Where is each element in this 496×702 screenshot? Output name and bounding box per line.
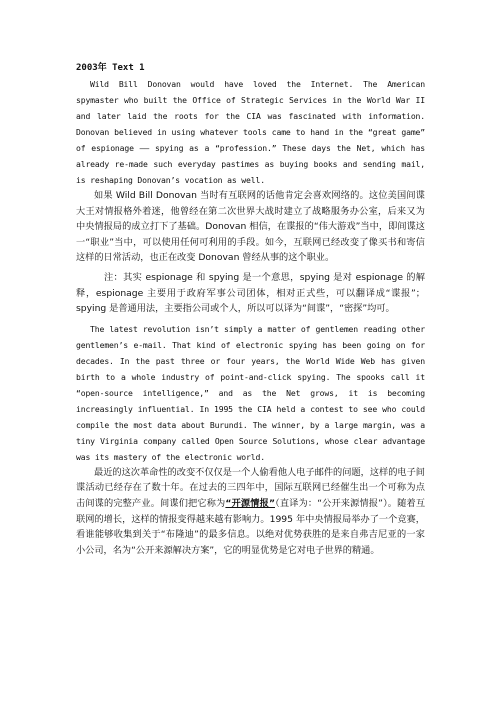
open-source-intelligence-term: “开源情报” — [225, 497, 275, 509]
document-title: 2003年 Text 1 — [76, 63, 145, 73]
paragraph-1-english: Wild Bill Donovan would have loved the Internet. The American spymaster who built the Office of Strategic Services in the World War II and later laid the roots for the CIA was fascinated with information. Donovan believed in using whatever tools came to hand in the “great game” of espionage —— spying as a “profession.” These days the Net, which has already re-made such everyday pastimes as buying books and sending mail, is reshaping Donovan’s vocation as well. — [76, 79, 425, 185]
paragraph-2-chinese — [76, 465, 425, 559]
paragraph-1-chinese: 如果 Wild Bill Donovan 当时有互联网的话他肯定会喜欢网络的。这位美国间谍大王对情报格外着迷，他曾经在第二次世界大战时建立了战略服务办公室，后来又为中央情报局的成立打下了基础。Donovan 相信，在谍报的“伟大游戏”当中，即间谍这一“职业”当中，可以使用任何可利用的手段。如今，互联网已经改变了像买书和寄信这样的日常活动，也正在改变 Donovan 曾经从事的这个职业。 — [76, 190, 425, 264]
paragraph-2-chinese-part-1: 最近的这次革命性的改变不仅仅是一个人偷看他人电子邮件的问题，这样的电子间谍活动已经存在了数十年。在过去的三四年中，国际互联网已经催生出一个可称为点击间谍的完整产业。间谍们把它称为 — [76, 466, 425, 509]
document-page — [76, 62, 425, 560]
paragraph-2-english: The latest revolution isn’t simply a matter of gentlemen reading other gentlemen’s e-mail. That kind of electronic spying has been going on for decades. In the past three or four years, the World Wide Web has given birth to a whole industry of point-and-click spying. The spooks call it “open-source intelligence,” and as the Net grows, it is becoming increasingly influential. In 1995 the CIA held a contest to see who could compile the most data about Burundi. The winner, by a large margin, was a tiny Virginia company called Open Source Solutions, whose clear advantage was its mastery of the electronic world. — [76, 323, 425, 462]
paragraph-2-chinese-part-2: （直译为：“公开来源情报”）。随着互联网的增长，这样的情报变得越来越有影响力。1995 年中央情报局举办了一个竞赛，看谁能够收集到关于“布隆迪”的最多信息。以绝对优势获胜的是来自弗吉尼亚的一家小公司，名为“公开来源解决方案”，它的明显优势是它对电子世界的精通。 — [76, 497, 426, 556]
translation-note: 注：其实 espionage 和 spying 是一个意思，spying 是对 espionage 的解释，espionage 主要用于政府军事公司团体，相对正式些，可以翻译成“谍报”；spying 是普通用法，主要指公司或个人，所以可以译为“间谍”，“密探”均可。 — [76, 271, 425, 315]
